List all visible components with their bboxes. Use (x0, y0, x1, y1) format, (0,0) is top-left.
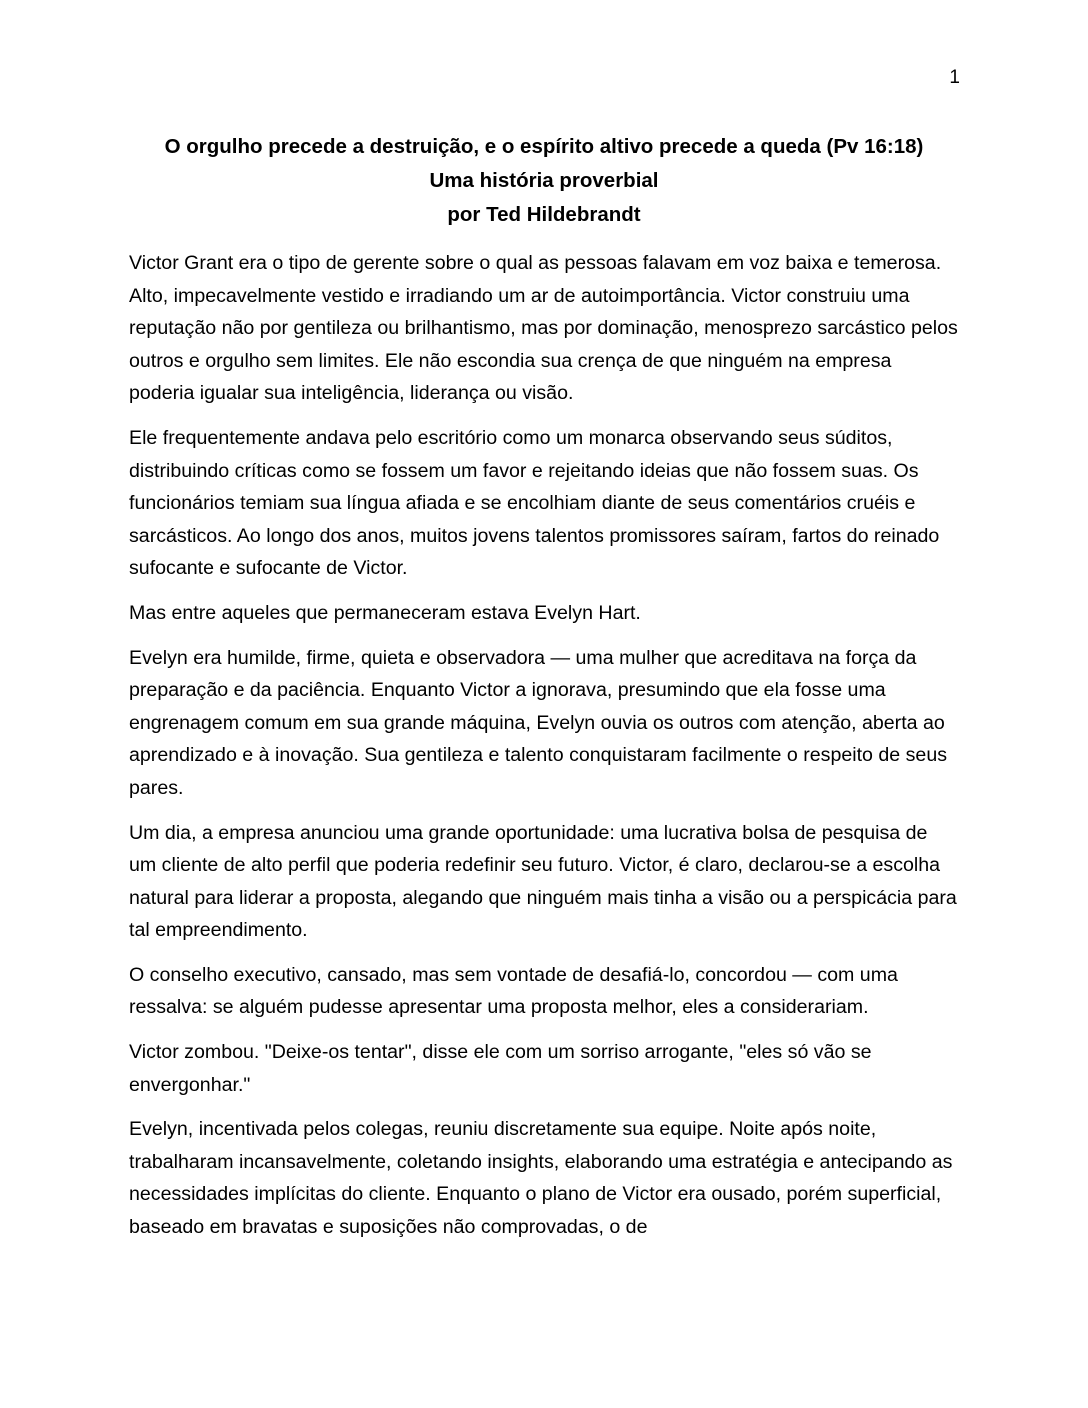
paragraph-7: Victor zombou. "Deixe-os tentar", disse ele com um sorriso arrogante, "eles só vão se envergonhar." (129, 1041, 872, 1096)
subtitle-heading: Uma história proverbial (429, 169, 659, 192)
title-heading: O orgulho precede a destruição, e o espírito altivo precede a queda (Pv 16:18) (164, 135, 924, 158)
paragraph-6: O conselho executivo, cansado, mas sem vontade de desafiá-lo, concordou — com uma ressalva: se alguém pudesse apresentar uma proposta melhor, eles a considerariam. (129, 963, 898, 1019)
author-line: por Ted Hildebrandt (447, 203, 641, 226)
page-number: 1 (949, 67, 960, 88)
paragraph-5: Um dia, a empresa anunciou uma grande oportunidade: uma lucrativa bolsa de pesquisa de um cliente de alto perfil que poderia redefinir seu futuro. Victor, é claro, declarou-se a escolha natural para liderar a proposta, alegando que ninguém mais tinha a visão ou a perspicácia para tal empreendimento. (129, 821, 957, 942)
paragraph-8: Evelyn, incentivada pelos colegas, reuniu discretamente sua equipe. Noite após noite, trabalharam incansavelmente, coletando insights, elaborando uma estratégia e antecipando as necessidades implícitas do cliente. Enquanto o plano de Victor era ousado, porém superficial, baseado em bravatas e suposições não comprovadas, o de (129, 1118, 953, 1239)
paragraph-4: Evelyn era humilde, firme, quieta e observadora — uma mulher que acreditava na força da preparação e da paciência. Enquanto Victor a ignorava, presumindo que ela fosse uma engrenagem comum em sua grande máquina, Evelyn ouvia os outros com atenção, aberta ao aprendizado e à inovação. Sua gentileza e talento conquistaram facilmente o respeito de seus pares. (129, 646, 948, 799)
title-block (96, 130, 992, 232)
body-text (129, 247, 959, 1256)
paragraph-2: Ele frequentemente andava pelo escritório como um monarca observando seus súditos, distribuindo críticas como se fossem um favor e rejeitando ideias que não fossem suas. Os funcionários temiam sua língua afiada e se encolhiam diante de seus comentários cruéis e sarcásticos. Ao longo dos anos, muitos jovens talentos promissores saíram, fartos do reinado sufocante e sufocante de Victor. (129, 426, 940, 580)
paragraph-1: Victor Grant era o tipo de gerente sobre o qual as pessoas falavam em voz baixa e temerosa. Alto, impecavelmente vestido e irradiando um ar de autoimportância. Victor construiu uma reputação não por gentileza ou brilhantismo, mas por dominação, menosprezo sarcástico pelos outros e orgulho sem limites. Ele não escondia sua crença de que ninguém na empresa poderia igualar sua inteligência, liderança ou visão. (129, 252, 958, 405)
paragraph-3: Mas entre aqueles que permaneceram estava Evelyn Hart. (129, 601, 641, 624)
